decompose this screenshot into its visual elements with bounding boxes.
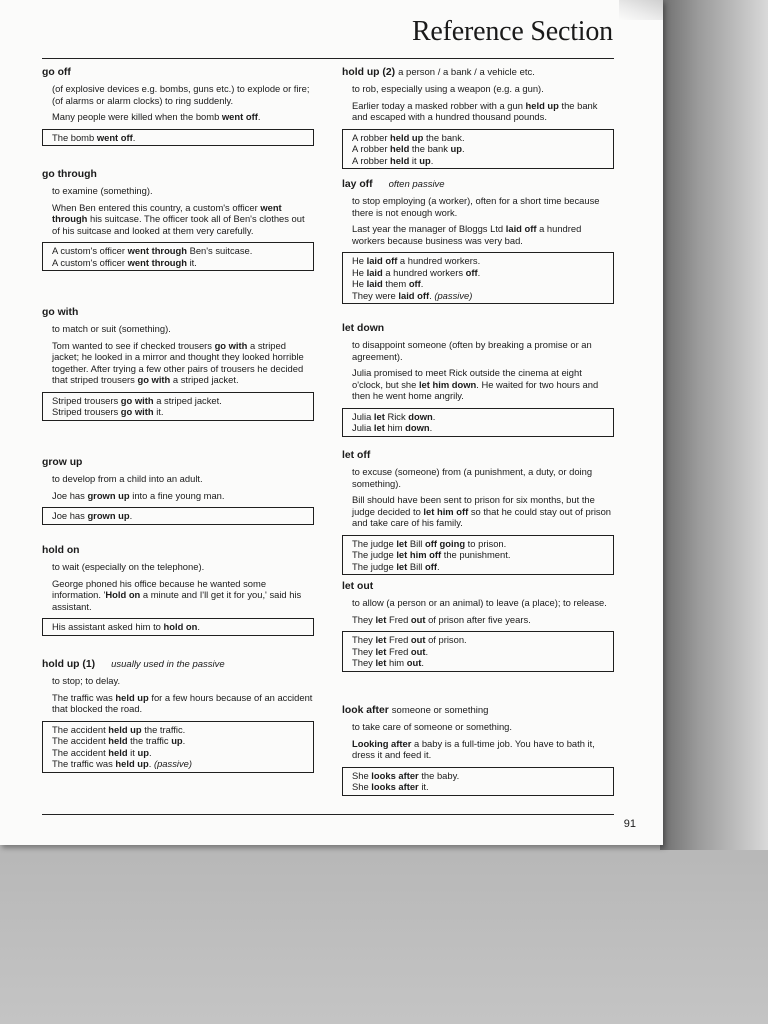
dictionary-entry	[342, 322, 614, 437]
headword: hold up (1)	[42, 659, 96, 670]
example-box	[342, 535, 614, 576]
example-box	[342, 631, 614, 672]
page-corner-fold	[619, 0, 663, 20]
headword: hold up (2)	[342, 67, 396, 78]
headword-line	[42, 456, 314, 469]
example-box	[42, 507, 314, 525]
example-box-line: Julia let him down.	[352, 422, 433, 433]
headword-line	[42, 66, 314, 79]
example-box-line: A robber held up the bank.	[352, 131, 465, 143]
example-box	[342, 252, 614, 304]
dictionary-entry	[342, 449, 614, 575]
example-text: Many people were killed when the bomb went off.	[52, 111, 261, 122]
dictionary-entry	[42, 168, 314, 271]
example-text: Julia promised to meet Rick outside the cinema at eight o'clock, but she let him down. He waited for two hours and then he went home angrily.	[352, 367, 599, 401]
example-box-line: They let him out.	[352, 657, 424, 668]
example-box-line: He laid them off.	[352, 278, 424, 289]
headword-line	[42, 544, 314, 557]
dictionary-entry	[42, 66, 314, 146]
example-box-line: A custom's officer went through Ben's suitcase.	[52, 245, 253, 256]
example-box	[42, 129, 314, 147]
headword: lay off	[342, 179, 373, 190]
headword-line	[342, 178, 614, 191]
dictionary-entry	[342, 704, 614, 796]
definition: to take care of someone or something.	[352, 721, 512, 732]
headword-line	[342, 449, 614, 462]
definition: to allow (a person or an animal) to leave (a place); to release.	[352, 597, 607, 608]
example-text: Earlier today a masked robber with a gun held up the bank and escaped with a hundred thousand pounds.	[352, 99, 598, 122]
example-box	[42, 392, 314, 421]
example-box-line: The judge let him off the punishment.	[352, 549, 511, 560]
example-text: The traffic was held up for a few hours because of an accident that blocked the road.	[52, 691, 313, 714]
example-box-line: She looks after the baby.	[352, 769, 460, 781]
page-number: 91	[623, 818, 636, 830]
example-box-line: They were laid off. (passive)	[352, 289, 473, 301]
example-box-line: He laid off a hundred workers.	[352, 255, 481, 266]
example-box-line: The accident held the traffic up.	[52, 735, 186, 746]
example-text: They let Fred out of prison after five years.	[352, 613, 531, 625]
example-box-line: The judge let Bill off going to prison.	[352, 537, 507, 549]
headword: grow up	[42, 457, 83, 468]
headword-line	[342, 704, 614, 717]
dictionary-entry	[42, 544, 314, 636]
headword-line	[342, 66, 614, 79]
headword-line	[42, 168, 314, 181]
example-box-line: Striped trousers go with it.	[52, 406, 164, 417]
example-box-line: The bomb went off.	[52, 131, 136, 143]
example-box-line: The judge let Bill off.	[352, 560, 440, 572]
dictionary-entry	[342, 66, 614, 169]
example-box	[42, 618, 314, 636]
example-box-line: A custom's officer went through it.	[52, 256, 197, 268]
example-box-line: His assistant asked him to hold on.	[52, 621, 200, 632]
header-rule	[42, 58, 614, 59]
definition: to examine (something).	[52, 185, 153, 196]
headword: go off	[42, 67, 71, 78]
dictionary-entry	[42, 306, 314, 421]
example-box-line: A robber held it up.	[352, 154, 434, 166]
example-box-line: Julia let Rick down.	[352, 410, 436, 422]
example-box	[42, 242, 314, 271]
definition: to disappoint someone (often by breaking a promise or an agreement).	[352, 339, 592, 362]
usage-note: often passive	[388, 179, 445, 190]
headword-line	[342, 580, 614, 593]
headword: look after	[342, 705, 389, 716]
definition: to wait (especially on the telephone).	[52, 561, 205, 572]
example-text: Joe has grown up into a fine young man.	[52, 489, 225, 501]
headword-line	[342, 322, 614, 335]
definition: to match or suit (something).	[52, 323, 171, 334]
example-text: Bill should have been sent to prison for six months, but the judge decided to let him off so that he could stay out of prison and take care of his family.	[352, 494, 612, 528]
example-text: Last year the manager of Bloggs Ltd laid off a hundred workers because business was very bad.	[352, 223, 582, 246]
example-box	[342, 767, 614, 796]
example-box-line: The traffic was held up. (passive)	[52, 758, 192, 769]
example-text: When Ben entered this country, a custom's officer went through his suitcase. The officer took all of Ben's clothes out of his suitcase and looked at them very carefully.	[52, 201, 305, 236]
dictionary-entry	[42, 658, 314, 773]
example-box-line: The accident held up the traffic.	[52, 723, 186, 735]
usage-note: usually used in the passive	[111, 659, 225, 670]
headword: let off	[342, 450, 371, 461]
headword: hold on	[42, 545, 80, 556]
headword-object: a person / a bank / a vehicle etc.	[398, 67, 535, 78]
definition: (of explosive devices e.g. bombs, guns etc.) to explode or fire; (of alarms or alarm clocks) to ring suddenly.	[52, 83, 310, 106]
headword: let out	[342, 581, 374, 592]
example-box-line: She looks after it.	[352, 781, 429, 792]
example-box	[42, 721, 314, 773]
headword-line	[42, 658, 314, 671]
definition: to excuse (someone) from (a punishment, a duty, or doing something).	[352, 466, 593, 489]
example-box-line: They let Fred out of prison.	[352, 634, 467, 645]
definition: to stop; to delay.	[52, 675, 121, 686]
example-text: George phoned his office because he wanted some information. 'Hold on a minute and I'll get it for you,' said his assistant.	[52, 577, 302, 612]
footer-rule	[42, 814, 614, 815]
dictionary-entry	[42, 456, 314, 525]
example-box-line: The accident held it up.	[52, 746, 152, 758]
example-text: Looking after a baby is a full-time job. You have to bath it, dress it and feed it.	[352, 737, 595, 760]
headword: go through	[42, 169, 97, 180]
example-box-line: A robber held the bank up.	[352, 143, 465, 154]
example-box-line: Joe has grown up.	[52, 510, 133, 521]
scanner-background	[660, 0, 768, 850]
definition: to develop from a child into an adult.	[52, 473, 203, 484]
headword: let down	[342, 323, 385, 334]
headword-object: someone or something	[391, 705, 489, 716]
headword: go with	[42, 307, 79, 318]
example-text: Tom wanted to see if checked trousers go with a striped jacket; he looked in a mirror and thought they looked horrible together. After trying a few other pairs of trousers he decided that striped trousers go with a striped jacket.	[52, 339, 304, 385]
example-box-line: They let Fred out.	[352, 645, 429, 657]
example-box-line: Striped trousers go with a striped jacket.	[52, 394, 222, 406]
headword-line	[42, 306, 314, 319]
example-box	[342, 408, 614, 437]
dictionary-entry	[342, 580, 614, 672]
definition: to rob, especially using a weapon (e.g. a gun).	[352, 83, 544, 94]
example-box-line: He laid a hundred workers off.	[352, 266, 481, 278]
example-box	[342, 129, 614, 170]
definition: to stop employing (a worker), often for a short time because there is not enough work.	[352, 195, 600, 218]
page-title: Reference Section	[411, 16, 613, 47]
dictionary-entry	[342, 178, 614, 304]
